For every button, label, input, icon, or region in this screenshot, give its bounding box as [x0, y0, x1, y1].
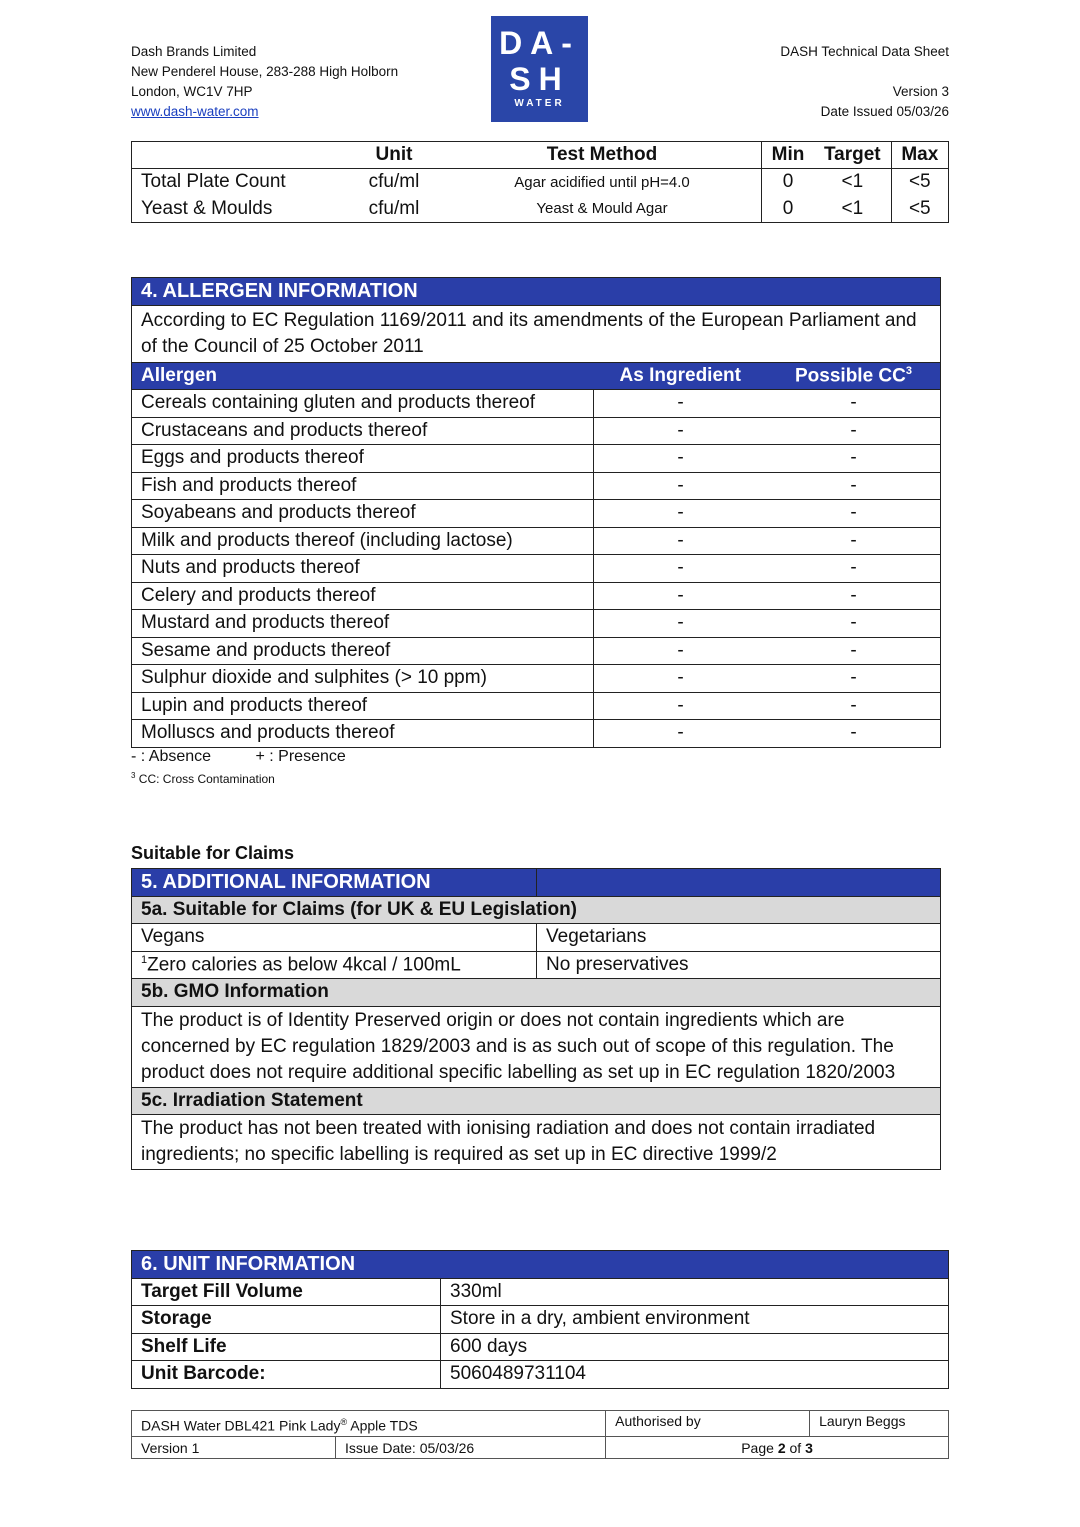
allergen-row	[132, 610, 941, 638]
allergen-as-ingredient: -	[594, 500, 768, 528]
col-header-unit: Unit	[345, 142, 443, 169]
allergen-as-ingredient: -	[594, 472, 768, 500]
allergen-name: Molluscs and products thereof	[132, 720, 594, 748]
subheading-5c: 5c. Irradiation Statement	[132, 1087, 941, 1115]
allergen-name: Crustaceans and products thereof	[132, 417, 594, 445]
allergen-intro-row	[132, 305, 941, 362]
unit-info-table	[131, 1250, 949, 1389]
footer-page-num: 2	[777, 1439, 786, 1456]
logo-line-3: WATER	[514, 98, 565, 109]
allergen-possible-cc: -	[767, 637, 941, 665]
test-target: <1	[841, 171, 864, 193]
unit-key: Storage	[132, 1306, 441, 1334]
col-header-cc	[767, 362, 941, 390]
allergen-possible-cc: -	[767, 500, 941, 528]
footer-authorised-label: Authorised by	[606, 1411, 810, 1437]
unit-key: Unit Barcode:	[132, 1361, 441, 1389]
company-address	[131, 42, 398, 122]
footer-product-pre: DASH Water DBL421 Pink Lady	[141, 1417, 341, 1434]
col-header-method: Test Method	[443, 142, 762, 169]
company-name: Dash Brands Limited	[131, 44, 257, 59]
website-link[interactable]: www.dash-water.com	[131, 104, 259, 119]
legend-presence: + : Presence	[255, 748, 346, 765]
footer-product	[132, 1411, 606, 1437]
col-header-max: Max	[891, 142, 948, 169]
allergen-as-ingredient: -	[594, 665, 768, 693]
allergen-as-ingredient: -	[594, 555, 768, 583]
claim-sup: 1	[141, 953, 148, 966]
footer-version: Version 1	[132, 1437, 336, 1459]
footer-authorised-name: Lauryn Beggs	[810, 1411, 949, 1437]
allergen-row	[132, 445, 941, 473]
allergen-as-ingredient: -	[594, 527, 768, 555]
col-header-cc-sup: 3	[905, 364, 912, 377]
section-heading-row	[132, 869, 941, 897]
additional-section-title: 5. ADDITIONAL INFORMATION	[132, 869, 537, 897]
allergen-as-ingredient: -	[594, 390, 768, 418]
allergen-row	[132, 582, 941, 610]
footer-issue-date: Issue Date: 05/03/26	[336, 1437, 606, 1459]
doc-title: DASH Technical Data Sheet	[780, 44, 949, 59]
irradiation-text: The product has not been treated with ionising radiation and does not contain irradiated ingredients; no specific labelling is required as set up in EC directive 1999/2	[132, 1115, 941, 1170]
test-unit: cfu/ml	[368, 171, 420, 193]
col-header-name	[132, 142, 346, 169]
doc-version: Version 3	[892, 84, 949, 99]
allergen-row	[132, 500, 941, 528]
allergen-possible-cc: -	[767, 582, 941, 610]
table-header-row	[132, 142, 949, 169]
claims-label: Suitable for Claims	[131, 843, 295, 863]
subheading-row	[132, 896, 941, 924]
table-row	[132, 1306, 949, 1334]
allergen-possible-cc: -	[767, 472, 941, 500]
claim-vegetarians: Vegetarians	[537, 924, 941, 952]
allergen-as-ingredient: -	[594, 720, 768, 748]
allergen-row	[132, 472, 941, 500]
allergen-possible-cc: -	[767, 390, 941, 418]
table-row	[132, 1278, 949, 1306]
dash-water-logo	[491, 16, 588, 122]
allergen-name: Soyabeans and products thereof	[132, 500, 594, 528]
test-name: Total Plate Count	[141, 171, 286, 193]
claims-row	[132, 924, 941, 952]
allergen-row	[132, 555, 941, 583]
allergen-name: Sulphur dioxide and sulphites (> 10 ppm)	[132, 665, 594, 693]
allergen-name: Sesame and products thereof	[132, 637, 594, 665]
allergen-row	[132, 637, 941, 665]
section-heading-row	[132, 278, 941, 306]
allergen-row	[132, 665, 941, 693]
allergen-possible-cc: -	[767, 527, 941, 555]
footnote-text: CC: Cross Contamination	[138, 772, 275, 786]
col-header-cc-text: Possible CC	[795, 364, 906, 386]
claim-zero-calories	[132, 951, 537, 979]
test-max: <5	[891, 169, 948, 196]
allergen-name: Eggs and products thereof	[132, 445, 594, 473]
allergen-row	[132, 527, 941, 555]
allergen-as-ingredient: -	[594, 610, 768, 638]
allergen-row	[132, 692, 941, 720]
test-max: <5	[891, 196, 948, 223]
allergen-table	[131, 277, 941, 748]
test-method: Yeast & Mould Agar	[536, 200, 668, 218]
allergen-name: Nuts and products thereof	[132, 555, 594, 583]
allergen-name: Lupin and products thereof	[132, 692, 594, 720]
cc-footnote	[131, 771, 275, 786]
subheading-5a: 5a. Suitable for Claims (for UK & EU Legislation)	[132, 896, 941, 924]
section-heading-blank	[537, 869, 941, 897]
test-name: Yeast & Moulds	[141, 197, 273, 219]
unit-value: 600 days	[441, 1333, 949, 1361]
allergen-as-ingredient: -	[594, 582, 768, 610]
allergen-legend	[131, 748, 346, 766]
allergen-possible-cc: -	[767, 555, 941, 583]
footer-page	[606, 1437, 949, 1459]
allergen-row	[132, 390, 941, 418]
test-method: Agar acidified until pH=4.0	[514, 173, 690, 191]
gmo-text: The product is of Identity Preserved origin or does not contain ingredients which are concerned by EC regulation 1829/2003 and is as such out of scope of this regulation. The product does not require additional specific labelling as set up in EC regulation 1820/2003	[132, 1006, 941, 1087]
legend-absence: - : Absence	[131, 748, 212, 765]
unit-value: 5060489731104	[441, 1361, 949, 1389]
claims-row	[132, 951, 941, 979]
test-target: <1	[841, 197, 864, 219]
claim-no-preservatives: No preservatives	[537, 951, 941, 979]
col-header-allergen: Allergen	[132, 362, 594, 390]
allergen-possible-cc: -	[767, 665, 941, 693]
microbiology-table	[131, 141, 949, 223]
unit-key: Shelf Life	[132, 1333, 441, 1361]
allergen-possible-cc: -	[767, 720, 941, 748]
allergen-as-ingredient: -	[594, 445, 768, 473]
table-row	[132, 1361, 949, 1389]
claim-vegans: Vegans	[132, 924, 537, 952]
document-footer	[131, 1410, 949, 1459]
allergen-possible-cc: -	[767, 692, 941, 720]
document-info	[780, 42, 949, 122]
footer-page-prefix: Page	[741, 1439, 778, 1456]
table-row	[132, 196, 949, 223]
footer-page-of: of	[785, 1439, 806, 1456]
table-row	[132, 169, 949, 196]
allergen-header-row	[132, 362, 941, 390]
test-unit: cfu/ml	[368, 197, 420, 219]
unit-key: Target Fill Volume	[132, 1278, 441, 1306]
allergen-row	[132, 720, 941, 748]
gmo-row	[132, 1006, 941, 1087]
section-heading-row	[132, 1251, 949, 1279]
logo-line-1: DA-	[499, 25, 580, 61]
table-row	[132, 1333, 949, 1361]
col-header-ingredient: As Ingredient	[594, 362, 768, 390]
col-header-min: Min	[762, 142, 815, 169]
allergen-possible-cc: -	[767, 610, 941, 638]
allergen-row	[132, 417, 941, 445]
footer-page-total: 3	[805, 1439, 813, 1456]
address-line-2: London, WC1V 7HP	[131, 84, 253, 99]
allergen-as-ingredient: -	[594, 692, 768, 720]
col-header-target: Target	[814, 142, 891, 169]
test-min: 0	[762, 169, 815, 196]
allergen-name: Milk and products thereof (including lactose)	[132, 527, 594, 555]
allergen-intro: According to EC Regulation 1169/2011 and its amendments of the European Parliament and of the Council of 25 October 2011	[132, 305, 941, 362]
footer-product-reg: ®	[340, 1417, 348, 1428]
claim-zero-calories-text: Zero calories as below 4kcal / 100mL	[147, 953, 461, 975]
test-min: 0	[762, 196, 815, 223]
footer-product-post: Apple TDS	[347, 1417, 418, 1434]
irradiation-row	[132, 1115, 941, 1170]
subheading-5b: 5b. GMO Information	[132, 979, 941, 1007]
allergen-as-ingredient: -	[594, 637, 768, 665]
logo-line-2: SH	[509, 61, 570, 97]
subheading-row	[132, 1087, 941, 1115]
unit-section-title: 6. UNIT INFORMATION	[132, 1251, 949, 1279]
address-line-1: New Penderel House, 283-288 High Holborn	[131, 64, 399, 79]
subheading-row	[132, 979, 941, 1007]
allergen-as-ingredient: -	[594, 417, 768, 445]
allergen-possible-cc: -	[767, 445, 941, 473]
footnote-sup: 3	[131, 771, 136, 780]
allergen-possible-cc: -	[767, 417, 941, 445]
unit-value: 330ml	[441, 1278, 949, 1306]
allergen-name: Fish and products thereof	[132, 472, 594, 500]
allergen-name: Celery and products thereof	[132, 582, 594, 610]
allergen-name: Cereals containing gluten and products thereof	[132, 390, 594, 418]
additional-info-table	[131, 868, 941, 1170]
date-issued: Date Issued 05/03/26	[820, 104, 949, 119]
allergen-name: Mustard and products thereof	[132, 610, 594, 638]
allergen-section-title: 4. ALLERGEN INFORMATION	[132, 278, 941, 306]
unit-value: Store in a dry, ambient environment	[441, 1306, 949, 1334]
